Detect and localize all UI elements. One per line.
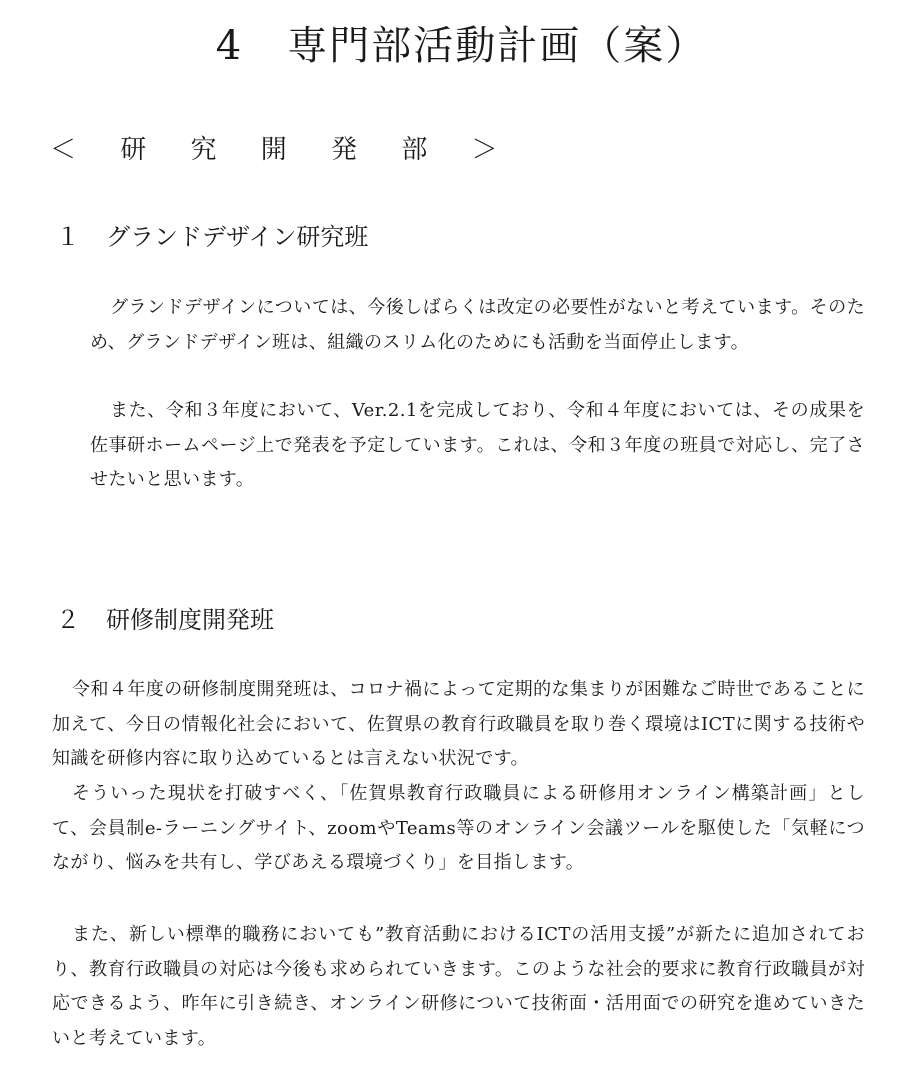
section-1-heading [56,219,368,255]
section-1-paragraph-1: グランドデザインについては、今後しばらくは改定の必要性がないと考えています。そのため、グランドデザイン班は、組織のスリム化のためにも活動を当面停止します。 [90,297,865,353]
section-2-title: 研修制度開発班 [106,606,274,634]
department-heading: ＜ 研 究 開 発 部 ＞ [50,135,516,165]
section-2-number: ２ [56,606,80,634]
title-number: 4 [215,23,244,69]
title-text: 専門部活動計画（案） [287,23,708,69]
section-2-paragraph-2: そういった現状を打破すべく、「佐賀県教育行政職員による研修用オンライン構築計画」として、会員制e-ラーニングサイト、zoomやTeams等のオンライン会議ツールを駆使した「気軽につながり、悩みを共有し、学びあえる環境づくり」を目指します。 [52,783,865,873]
section-2-paragraph-1: 令和４年度の研修制度開発班は、コロナ禍によって定期的な集まりが困難なご時世であることに加えて、今日の情報化社会において、佐賀県の教育行政職員を取り巻く環境はICTに関する技術や知識を研修内容に取り込めているとは言えない状況です。 [52,679,865,769]
section-2-paragraph-3: また、新しい標準的職務においても”教育活動におけるICTの活用支援”が新たに追加されており、教育行政職員の対応は今後も求められていきます。このような社会的要求に教育行政職員が対応できるよう、昨年に引き続き、オンライン研修について技術面・活用面での研究を進めていきたいと考えています。 [52,924,865,1049]
section-1-paragraph-2: また、令和３年度において、Ver.2.1を完成しており、令和４年度においては、その成果を佐事研ホームページ上で発表を予定しています。これは、令和３年度の班員で対応し、完了させたいと思います。 [90,400,865,490]
section-1-title: グランドデザイン研究班 [106,223,369,251]
section-1-number: １ [56,223,80,251]
section-2-heading [56,602,274,638]
page-title [0,18,923,74]
